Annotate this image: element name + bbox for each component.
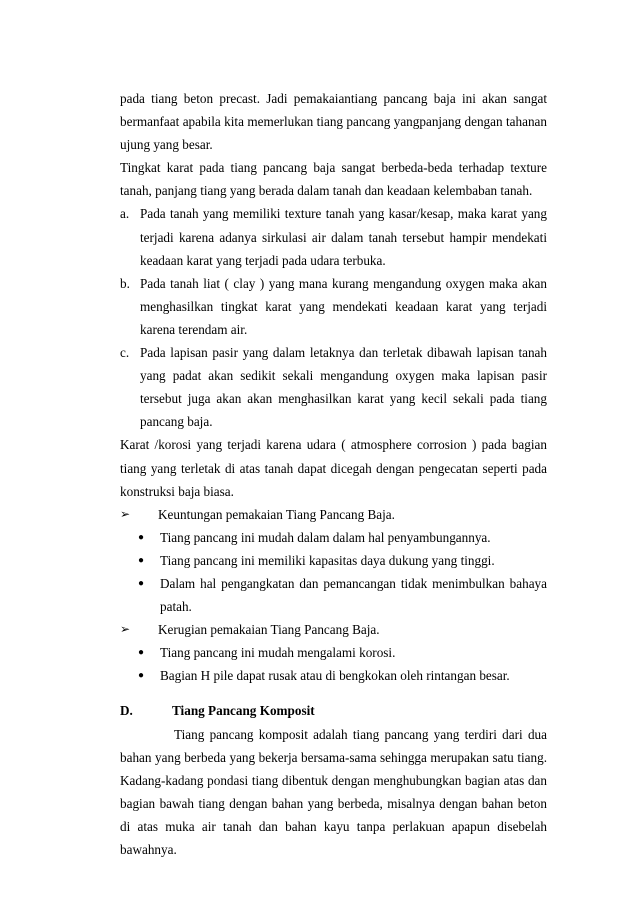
page-content xyxy=(120,87,547,861)
list-item-c xyxy=(120,341,547,433)
list-item-b xyxy=(120,272,547,341)
list-item xyxy=(120,664,547,687)
list-item-a xyxy=(120,202,547,271)
bullet-icon: ● xyxy=(138,577,145,589)
advantages-title: Keuntungan pemakaian Tiang Pancang Baja. xyxy=(158,506,395,522)
section-heading-d xyxy=(120,699,547,722)
disadvantages-heading xyxy=(120,618,547,641)
list-item-text: Bagian H pile dapat rusak atau di bengkokan oleh rintangan besar. xyxy=(160,668,510,684)
list-item xyxy=(120,572,547,618)
list-item-text: Dalam hal pengangkatan dan pemancangan tidak menimbulkan bahaya patah. xyxy=(160,575,547,615)
bullet-icon: ● xyxy=(138,670,145,682)
advantages-heading xyxy=(120,503,547,526)
disadvantages-title: Kerugian pemakaian Tiang Pancang Baja. xyxy=(158,622,380,638)
list-marker: b. xyxy=(120,275,130,291)
paragraph-karat-tingkat: Tingkat karat pada tiang pancang baja sangat berbeda-beda terhadap texture tanah, panjang tiang yang berada dalam tanah dan keadaan kelembaban tanah. xyxy=(120,160,547,199)
paragraph-komposit: Tiang pancang komposit adalah tiang pancang yang terdiri dari dua bahan yang berbeda yang bekerja bersama-sama sehingga merupakan satu tiang. Kadang-kadang pondasi tiang dibentuk dengan menghubungkan bagian atas dan bagian bawah tiang dengan bahan yang berbeda, misalnya dengan bahan beton di atas muka air tanah dan bahan kayu tanpa perlakuan apapun disebelah bawahnya. xyxy=(120,726,547,857)
section-title: Tiang Pancang Komposit xyxy=(172,703,315,719)
list-item-text: Tiang pancang ini mudah mengalami korosi. xyxy=(160,645,396,661)
list-item xyxy=(120,549,547,572)
list-marker: a. xyxy=(120,206,130,222)
arrow-bullet-icon: ➢ xyxy=(120,622,131,637)
paragraph-precast: pada tiang beton precast. Jadi pemakaiantiang pancang baja ini akan sangat bermanfaat apabila kita memerlukan tiang pancang yangpanjang dengan tahanan ujung yang besar. xyxy=(120,91,547,153)
list-item-text: Tiang pancang ini mudah dalam dalam hal penyambungannya. xyxy=(160,529,491,545)
section-number: D. xyxy=(120,703,133,719)
list-item-text: Pada tanah liat ( clay ) yang mana kurang mengandung oxygen maka akan menghasilkan tingkat karat yang mendekati keadaan karat yang terjadi karena terendam air. xyxy=(140,275,547,337)
list-item xyxy=(120,526,547,549)
arrow-bullet-icon: ➢ xyxy=(120,506,131,521)
paragraph-corrosion: Karat /korosi yang terjadi karena udara ( atmosphere corrosion ) pada bagian tiang yang terletak di atas tanah dapat dicegah dengan pengecatan seperti pada konstruksi baja biasa. xyxy=(120,437,547,499)
list-item-text: Tiang pancang ini memiliki kapasitas daya dukung yang tinggi. xyxy=(160,552,495,568)
list-item xyxy=(120,641,547,664)
list-item-text: Pada tanah yang memiliki texture tanah yang kasar/kesap, maka karat yang terjadi karena adanya sirkulasi air dalam tanah tersebut hampir mendekati keadaan karat yang terjadi pada udara terbuka. xyxy=(140,206,547,268)
bullet-icon: ● xyxy=(138,554,145,566)
list-item-text: Pada lapisan pasir yang dalam letaknya dan terletak dibawah lapisan tanah yang padat akan sedikit sekali mengandung oxygen maka lapisan pasir tersebut juga akan akan menghasilkan karat yang kecil sekali pada tiang pancang baja. xyxy=(140,345,547,430)
bullet-icon: ● xyxy=(138,531,145,543)
bullet-icon: ● xyxy=(138,647,145,659)
list-marker: c. xyxy=(120,345,130,361)
